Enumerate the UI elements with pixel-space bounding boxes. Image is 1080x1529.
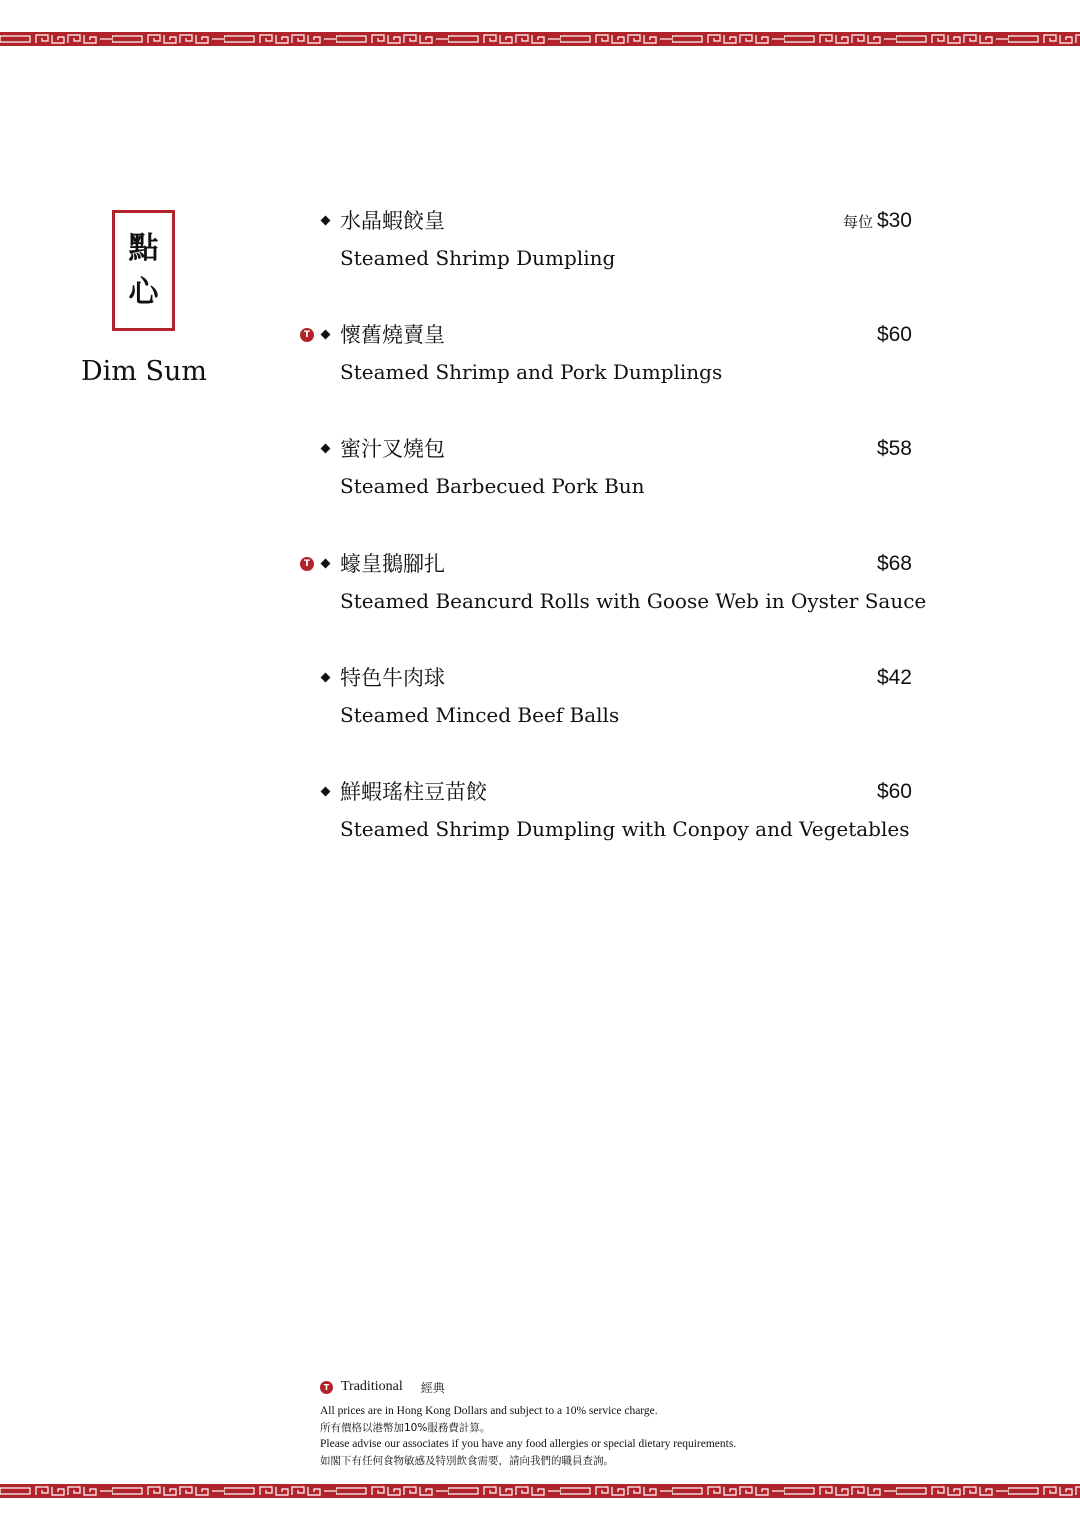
- item-price: [877, 777, 912, 807]
- seal-char-2: 心: [128, 274, 159, 310]
- diamond-bullet-icon: [320, 443, 331, 454]
- seal-char-1: 點: [128, 230, 159, 266]
- diamond-bullet-icon: [320, 329, 331, 340]
- section-title: Dim Sum: [81, 356, 207, 387]
- legend-label-zh: 經典: [420, 1380, 445, 1395]
- price-prefix: 每位: [842, 213, 873, 231]
- diamond-bullet-icon: [320, 215, 331, 226]
- item-name-en: Steamed Minced Beef Balls: [340, 703, 620, 727]
- item-name-zh: 水晶蝦餃皇: [340, 209, 445, 233]
- item-name-zh: 特色牛肉球: [340, 666, 445, 690]
- item-name-zh: 蠔皇鵝腳扎: [340, 552, 445, 576]
- menu-item: [290, 434, 930, 514]
- note-line: All prices are in Hong Kong Dollars and subject to a 10% service charge.: [320, 1405, 658, 1417]
- item-price: [877, 320, 912, 350]
- diamond-bullet-icon: [320, 672, 331, 683]
- diamond-bullet-icon: [320, 786, 331, 797]
- item-name-en: Steamed Beancurd Rolls with Goose Web in Oyster Sauce: [340, 589, 927, 613]
- item-name-en: Steamed Shrimp and Pork Dumplings: [340, 360, 723, 384]
- footer-notes: [320, 1403, 1020, 1469]
- top-border-pattern: [0, 32, 1080, 46]
- item-name-en: Steamed Shrimp Dumpling: [340, 246, 616, 270]
- footer: [320, 1377, 1020, 1469]
- menu-item: [290, 320, 930, 400]
- price-value: $68: [876, 552, 912, 575]
- price-value: $42: [876, 666, 912, 689]
- note-line: 如閣下有任何食物敏感及特別飲食需要，請向我們的職員查詢。: [320, 1454, 614, 1467]
- note-line: Please advise our associates if you have any food allergies or special dietary requirements.: [320, 1438, 737, 1450]
- menu-item: [290, 549, 930, 629]
- section-seal: [112, 210, 175, 331]
- legend-label-en: Traditional: [341, 1379, 403, 1394]
- menu-item: [290, 777, 930, 857]
- price-value: $58: [876, 437, 912, 460]
- menu-item: [290, 663, 930, 743]
- item-name-zh: 懷舊燒賣皇: [340, 323, 445, 347]
- note-line: 所有價格以港幣加10%服務費計算。: [320, 1421, 491, 1434]
- traditional-badge-icon: T: [300, 557, 314, 571]
- item-name-en: Steamed Barbecued Pork Bun: [340, 474, 645, 498]
- menu-item: [290, 206, 930, 286]
- traditional-badge-icon: T: [300, 328, 314, 342]
- item-price: [877, 434, 912, 464]
- bottom-border-pattern: [0, 1484, 1080, 1498]
- item-name-en: Steamed Shrimp Dumpling with Conpoy and Vegetables: [340, 817, 910, 841]
- item-price: [843, 206, 912, 237]
- price-value: $60: [876, 323, 912, 346]
- price-value: $60: [876, 780, 912, 803]
- legend: [320, 1377, 1020, 1397]
- price-value: $30: [876, 209, 912, 232]
- item-name-zh: 蜜汁叉燒包: [340, 437, 445, 461]
- item-name-zh: 鮮蝦瑤柱豆苗餃: [340, 780, 487, 804]
- item-price: [877, 549, 912, 579]
- item-price: [877, 663, 912, 693]
- traditional-badge-icon: T: [320, 1381, 333, 1394]
- diamond-bullet-icon: [320, 558, 331, 569]
